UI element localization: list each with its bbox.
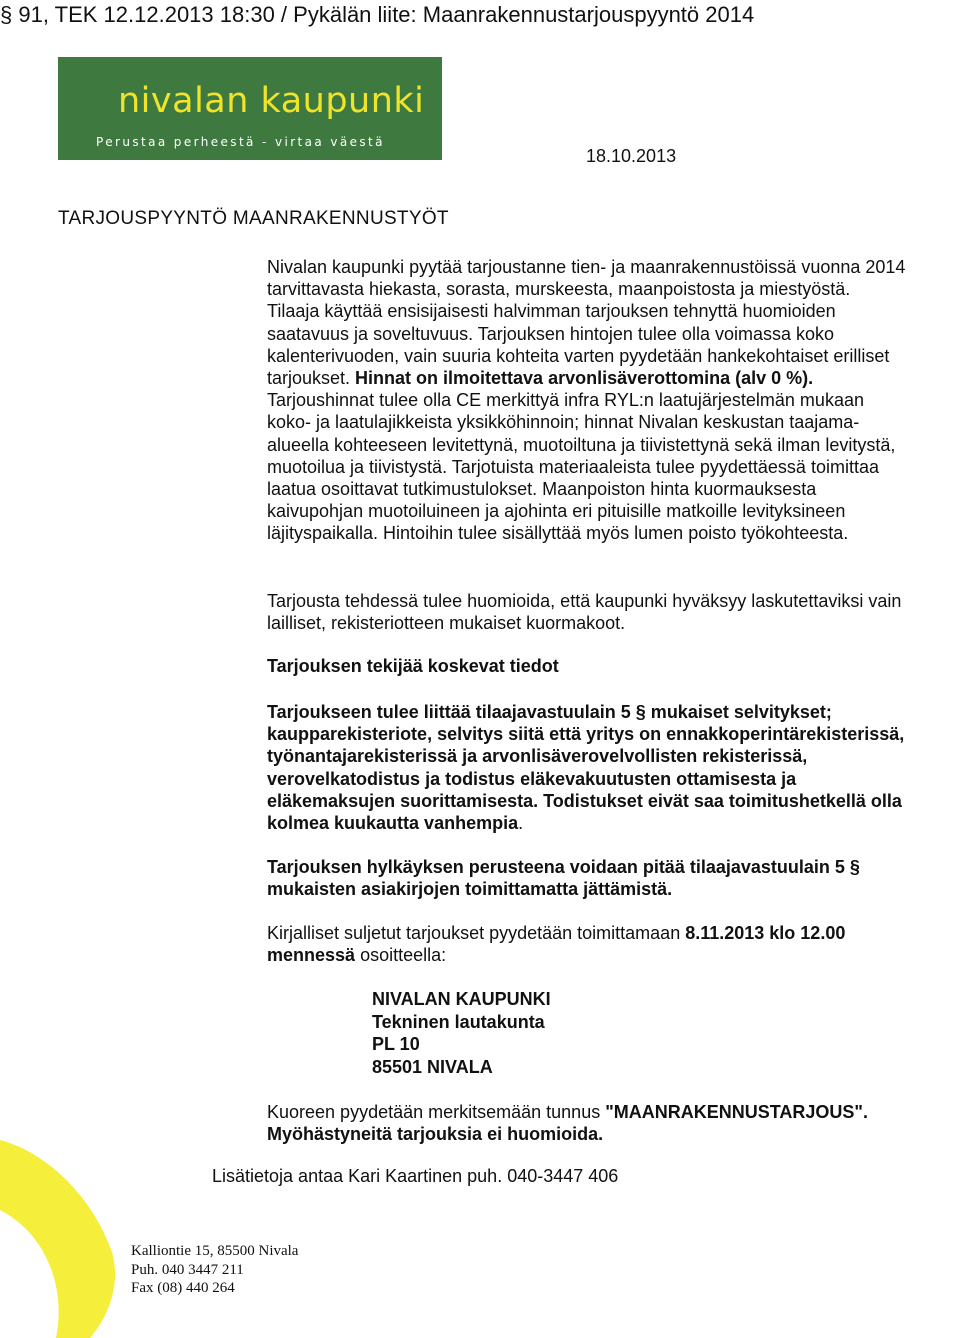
header-line: § 91, TEK 12.12.2013 18:30 / Pykälän liite: Maanrakennustarjouspyyntö 2014 bbox=[0, 2, 755, 27]
para1-text2: Tarjoushinnat tulee olla CE merkittyä infra RYL:n laatujärjestelmän mukaan koko- ja laatulajikkeista yksikköhinnoin; hinnat Nivalan keskustan taajama-alueella kohteeseen levitettynä, muotoiltuna ja tiivistettynä sekä ilman levitystä, muotoilua ja tiivistystä. Tarjotuista materiaaleista tulee pyydettäessä toimittaa laatua osoittavat tutkimustulokset. Maanpoiston hinta kuormauksesta kaivupohjan muotoiluineen ja ajohinta eri pituisille matkoille levityksineen läjityspaikalla. Hintoihin tulee sisällyttää myös lumen poisto työkohteesta. bbox=[267, 390, 896, 544]
para5-text1: Kirjalliset suljetut tarjoukset pyydetään toimittamaan bbox=[267, 923, 686, 943]
logo bbox=[58, 57, 442, 160]
para1-bold1: Hinnat on ilmoitettava arvonlisäverottomina (alv 0 %). bbox=[355, 368, 814, 389]
document-title: TARJOUSPYYNTÖ MAANRAKENNUSTYÖT bbox=[58, 208, 449, 229]
para5-text2: osoitteella: bbox=[355, 945, 447, 966]
address-line-2: Tekninen lautakunta bbox=[372, 1011, 545, 1032]
address-line-3: PL 10 bbox=[372, 1034, 420, 1054]
para1-text1: Nivalan kaupunki pyytää tarjoustanne tien- ja maanrakennustöissä vuonna 2014 tarvittavasta hiekasta, sorasta, murskeesta, maanpoistosta ja miestyöstä. Tilaaja käyttää ensisijaisesti halvimman tarjouksen tehnyttä huomioiden saatavuus ja soveltuvuus. Tarjouksen hintojen tulee olla voimassa koko kalenterivuoden, vain suuria kohteita varten pyydetään hankekohtaiset erilliset tarjoukset. bbox=[267, 257, 906, 389]
paragraph-load-sizes bbox=[267, 590, 907, 634]
address-line-1: NIVALAN KAUPUNKI bbox=[372, 989, 551, 1009]
paragraph-attachments bbox=[267, 701, 907, 834]
para6-text1: Kuoreen pyydetään merkitsemään tunnus bbox=[267, 1102, 606, 1122]
paragraph-deadline bbox=[267, 922, 907, 966]
paragraph-rejection: Tarjouksen hylkäyksen perusteena voidaan pitää tilaajavastuulain 5 § mukaisten asiakirjojen toimittamatta jättämistä. bbox=[267, 857, 860, 900]
para5-bold1: 8.11.2013 klo 12.00 mennessä bbox=[267, 923, 846, 966]
contact-info-line: Lisätietoja antaa Kari Kaartinen puh. 040-3447 406 bbox=[212, 1166, 619, 1186]
recipient-address bbox=[372, 988, 551, 1078]
para2: Tarjousta tehdessä tulee huomioida, että kaupunki hyväksyy laskutettaviksi vain lailliset, rekisteriotteen mukaiset kuormakoot. bbox=[267, 591, 902, 634]
footer-contact bbox=[131, 1242, 298, 1298]
heading-tekija: Tarjouksen tekijää koskevat tiedot bbox=[267, 656, 559, 676]
logo-name: nivalan kaupunki bbox=[118, 81, 425, 121]
paragraph-request bbox=[267, 256, 907, 545]
yellow-swoosh-decoration bbox=[0, 1140, 120, 1338]
paragraph-envelope bbox=[267, 1101, 907, 1145]
footer-phone: Puh. 040 3447 211 bbox=[131, 1261, 244, 1278]
footer-address: Kalliontie 15, 85500 Nivala bbox=[131, 1243, 299, 1259]
logo-slogan: Perustaa perheestä - virtaa väestä bbox=[96, 135, 385, 149]
para6-bold1: "MAANRAKENNUSTARJOUS". Myöhästyneitä tarjouksia ei huomioida. bbox=[267, 1102, 868, 1145]
footer-fax: Fax (08) 440 264 bbox=[131, 1280, 235, 1296]
para3-bold: Tarjoukseen tulee liittää tilaajavastuulain 5 § mukaiset selvitykset; kaupparekisteriote, selvitys siitä että yritys on ennakkoperintärekisterissä, työnantajarekisterissä ja arvonlisäverovelvollisten rekisterissä, verovelkatodistus ja todistus eläkevakuutusten ottamisesta ja eläkemaksujen suorittamisesta. Todistukset eivät saa toimitushetkellä olla kolmea kuukautta vanhempia bbox=[267, 702, 905, 834]
address-line-4: 85501 NIVALA bbox=[372, 1056, 493, 1077]
document-date: 18.10.2013 bbox=[586, 146, 677, 166]
para3-end: . bbox=[518, 813, 524, 834]
